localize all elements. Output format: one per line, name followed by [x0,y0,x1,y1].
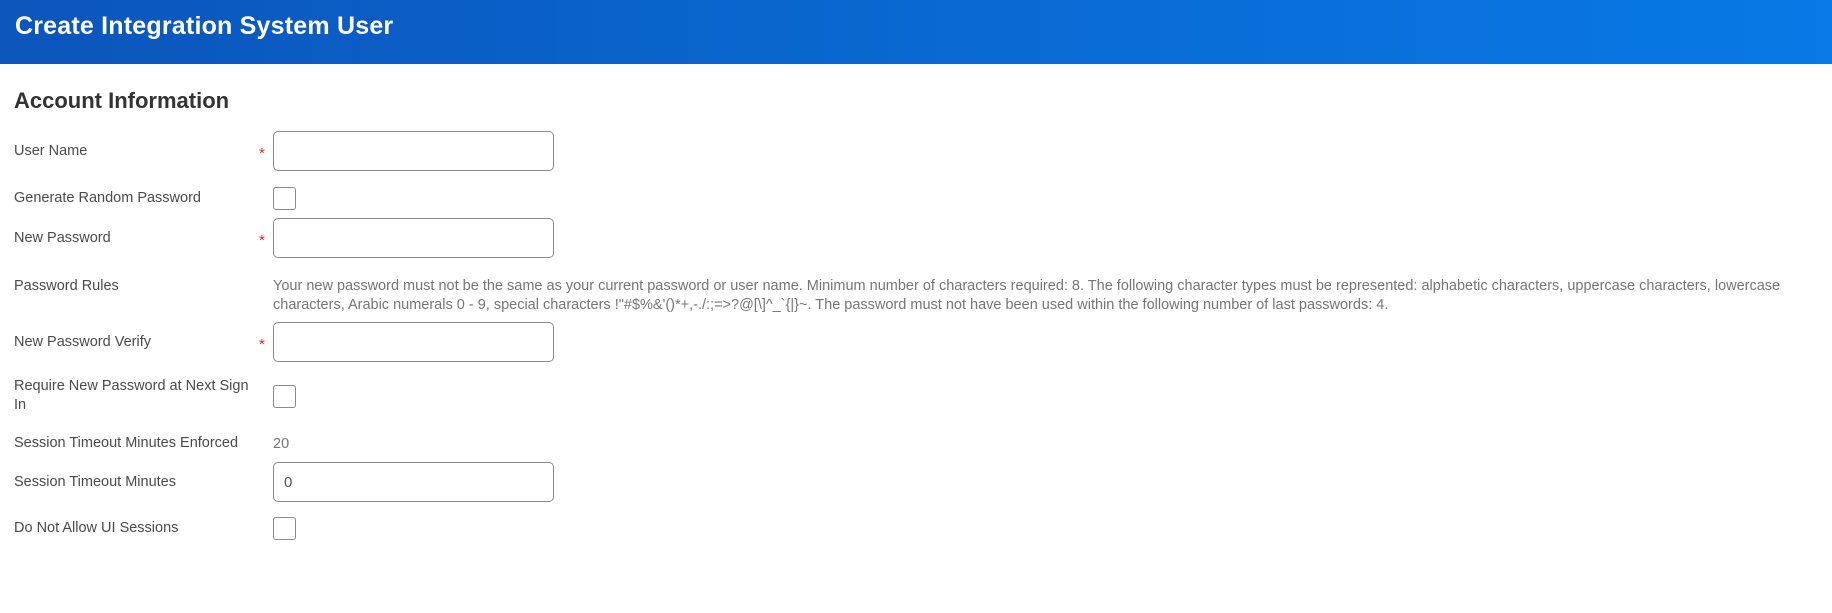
new-password-verify-input[interactable] [273,322,554,362]
new-password-verify-label: New Password Verify [14,333,151,350]
session-timeout-minutes-input[interactable] [273,462,554,502]
password-rules-label: Password Rules [14,278,119,294]
session-timeout-minutes-label: Session Timeout Minutes [14,473,176,490]
page-title: Create Integration System User [15,12,394,40]
user-name-input[interactable] [273,131,554,171]
generate-random-password-checkbox[interactable] [273,187,296,210]
new-password-verify-required-marker: * [259,335,265,353]
require-new-password-required-spacer [259,394,273,398]
require-new-password-label: Require New Password at Next Sign In [14,378,249,413]
session-timeout-enforced-required-spacer [259,442,273,446]
do-not-allow-ui-sessions-label: Do Not Allow UI Sessions [14,520,179,536]
row-do-not-allow-ui-sessions [14,517,1810,540]
row-new-password [14,218,1810,258]
user-name-required-marker: * [259,144,265,162]
session-timeout-minutes-required-spacer [259,480,273,484]
require-new-password-checkbox[interactable] [273,385,296,408]
do-not-allow-ui-sessions-required-spacer [259,527,273,531]
form-content [0,64,1832,540]
generate-random-password-label: Generate Random Password [14,190,201,206]
row-user-name [14,131,1810,171]
row-generate-random-password [14,187,1810,210]
page-header [0,0,1832,64]
password-rules-text: Your new password must not be the same as your current password or user name. Minimum number of characters required: 8. The following character types must be represented: alphabetic characters, uppercase characters, lowercase characters, Arabic numerals 0 - 9, special characters !"#$%&'()*+,-./:;=>?@[\]^_`{|}~. The password must not have been used within the following number of last passwords: 4. [273,278,1781,313]
new-password-input[interactable] [273,218,554,258]
generate-random-password-required-spacer [259,197,273,201]
session-timeout-enforced-value: 20 [273,435,290,452]
do-not-allow-ui-sessions-checkbox[interactable] [273,517,296,540]
row-session-timeout-minutes [14,462,1810,502]
new-password-required-marker: * [259,231,265,249]
user-name-label: User Name [14,142,88,159]
row-new-password-verify [14,322,1810,362]
password-rules-required-spacer [259,277,273,281]
row-session-timeout-enforced [14,434,1810,453]
row-password-rules [14,277,1810,315]
row-require-new-password [14,377,1810,415]
session-timeout-enforced-label: Session Timeout Minutes Enforced [14,435,239,451]
new-password-label: New Password [14,229,111,246]
section-title-account-information: Account Information [14,88,230,113]
